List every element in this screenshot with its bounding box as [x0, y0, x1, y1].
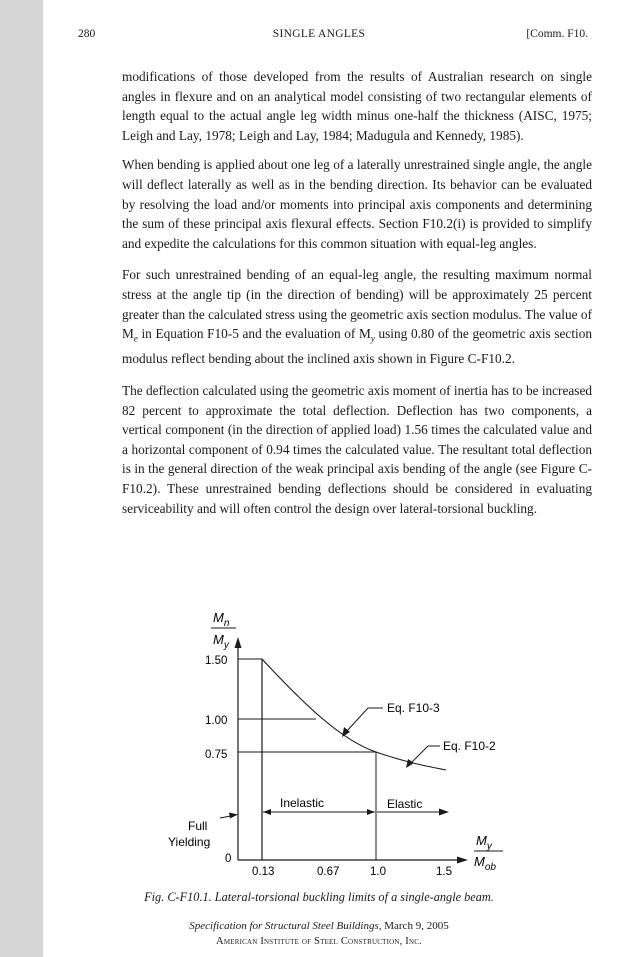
x-axis-arrow-icon: [457, 857, 468, 864]
y-tick-100: 1.00: [205, 715, 228, 727]
y-label-numerator: $M_n$: [213, 610, 230, 629]
footer-spec: [0, 920, 638, 932]
paragraph-4: The deflection calculated using the geometric axis moment of inertia has to be increased 82 percent to approximate the total deflection. Deflection has two components, a vertical component (in the direction of applied load) 1.56 times the calculated value and a horizontal component of 0.94 times the calculated value. The resultant total deflection is in the general direction of the weak principal axis bending of the angle (see Figure C-F10.2). These unrestrained bending deflections should be considered in evaluating serviceability and will often control the design over lateral-torsional buckling.: [122, 382, 593, 516]
paragraph-2: When bending is applied about one leg of a laterally unrestrained single angle, the angle will deflect laterally as well as in the bending direction. Its behavior can be evaluated by resolving the load and/or moments into principal axis components and determining the sum of these principal axis flexural effects. Section F10.2(i) is provided to simplify and expedite the calculations for this common situation with equal-leg angles.: [122, 157, 592, 251]
full-label: Full: [188, 819, 208, 833]
paragraph-3-part-c: using 0.80 of the geometric axis section modulus reflect bending about the inclined axis shown in Figure C-F10.2.: [122, 326, 593, 367]
eq1-leader-diag: [346, 708, 368, 732]
y-label-denominator: $M_y$: [213, 632, 229, 651]
eq2-leader-diag: [410, 746, 428, 764]
paragraph-1: modifications of those developed from the results of Australian research on single angles in flexure and on an analytical model consisting of two rectangular elements of length equal to the actual angle leg width minus one-half the thickness (AISC, 1975; Leigh and Lay, 1978; Leigh and Lay, 1984; Madugula and Kennedy, 1985).: [122, 69, 592, 143]
section-reference: [Comm. F10.: [526, 28, 588, 40]
x-label-denominator: $M_{ob}$: [474, 854, 496, 873]
elastic-right-arrow-icon: [439, 809, 449, 816]
x-tick-15: 1.5: [436, 866, 452, 878]
footer-spec-title: Specification for Structural Steel Buildings,: [189, 920, 382, 932]
y-axis-arrow-icon: [235, 637, 242, 648]
x-tick-067: 0.67: [317, 866, 340, 878]
yielding-label: Yielding: [168, 835, 211, 849]
eq2-arrow-icon: [406, 759, 414, 768]
running-title: SINGLE ANGLES: [272, 28, 366, 40]
subscript-y: y: [370, 333, 375, 344]
page-number: 280: [78, 28, 96, 40]
footer-spec-date: March 9, 2005: [381, 920, 449, 932]
eq-f10-3-label: Eq. F10-3: [387, 701, 440, 715]
footer-publisher: American Institute of Steel Construction, Inc.: [216, 936, 422, 947]
y-tick-150: 1.50: [205, 655, 228, 667]
inelastic-left-arrow-icon: [263, 809, 271, 815]
y-tick-075: 0.75: [205, 749, 228, 761]
subscript-e: e: [133, 333, 138, 344]
elastic-label: Elastic: [387, 797, 423, 811]
x-label-numerator: $M_y$: [476, 833, 492, 852]
figure-caption: Fig. C-F10.1. Lateral-torsional buckling limits of a single-angle beam.: [144, 890, 494, 904]
paragraph-3-part-b: in Equation F10-5 and the evaluation of M: [137, 326, 371, 342]
origin-label: 0: [225, 853, 232, 865]
inelastic-label: Inelastic: [280, 796, 325, 810]
x-tick-10: 1.0: [370, 866, 386, 878]
inelastic-right-arrow-icon: [367, 809, 375, 815]
full-yielding-arrow-icon: [229, 813, 238, 819]
x-tick-013: 0.13: [252, 866, 275, 878]
eq-f10-2-label: Eq. F10-2: [443, 739, 496, 753]
paragraph-3-part-a: For such unrestrained bending of an equal-leg angle, the resulting maximum normal stress at the angle tip (in the direction of bending) will be approximately 25 percent greater than the calculated stress using the geometric axis section modulus. The value of M: [122, 267, 592, 342]
